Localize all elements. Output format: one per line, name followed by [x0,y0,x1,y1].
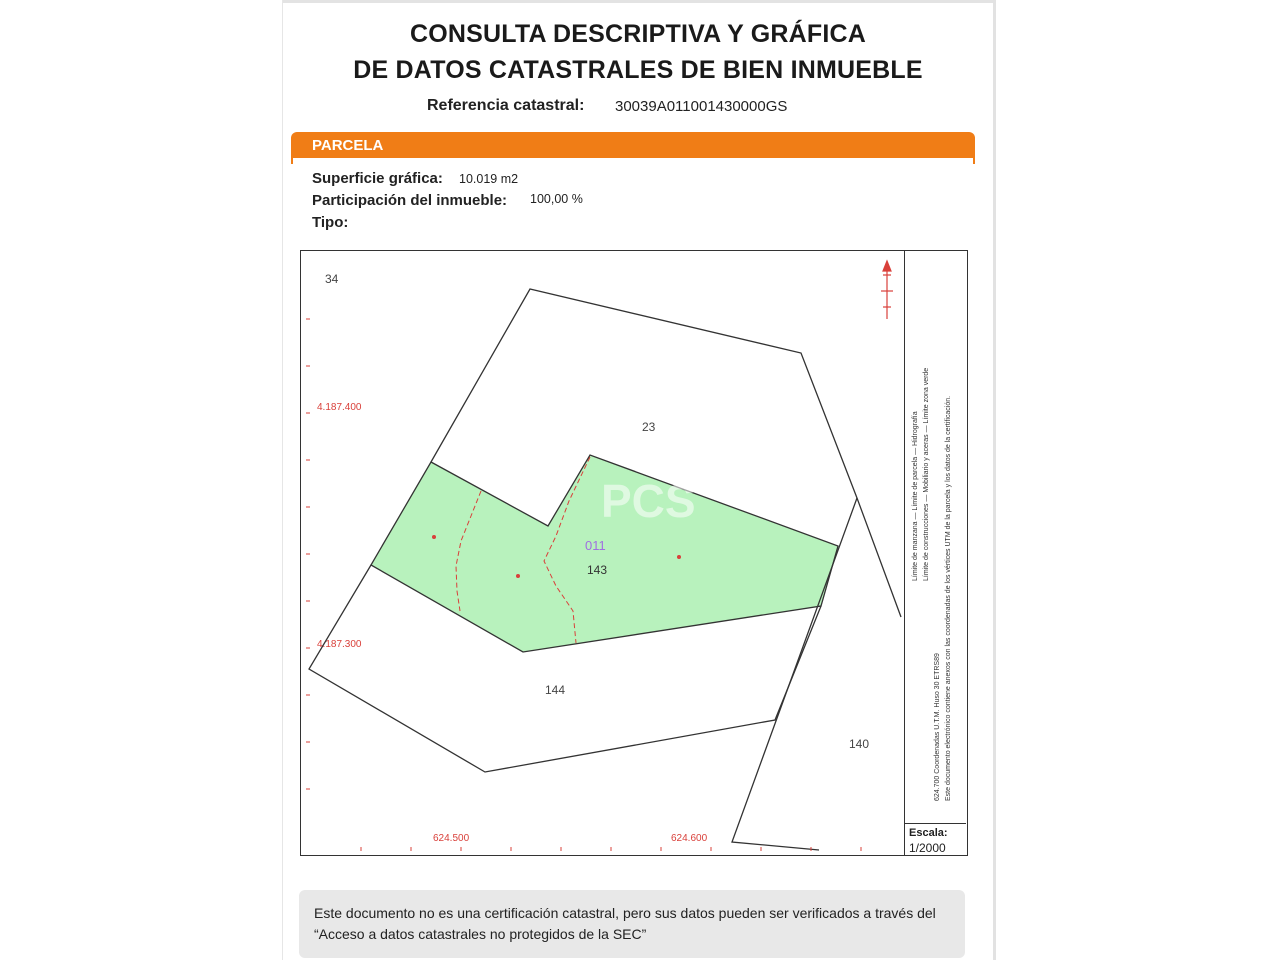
left-margin [0,0,282,960]
legend-column-1: Límite de manzana — Límite de parcela — Hidrografía [912,411,919,581]
participacion-label: Participación del inmueble: [312,192,508,209]
parcela-section-title: PARCELA [312,137,384,154]
disclaimer-text: Este documento no es una certificación catastral, pero sus datos pueden ser verificados a través del “Acceso a datos catastrales no protegidos de la SEC” [314,905,936,942]
cadastral-map [300,250,968,856]
coord-x-right: 624.600 [671,833,708,844]
section-side-borders [291,158,975,164]
superficie-value: 10.019 m2 [459,172,519,186]
superficie-label: Superficie gráfica: [312,170,443,187]
page-top-border [283,0,993,3]
left-axis-ticks [306,319,310,789]
right-margin [996,0,1280,960]
parcel-label-34: 34 [325,272,339,286]
legend-divider [904,251,905,855]
legend-column-4: Este documento electrónico contiene anexos con las coordenadas de los vértices UTM de la parcela y los datos de la certificación. [945,395,952,801]
scale-value: 1/2000 [909,841,946,855]
document-page [282,0,996,960]
document-title-line1: CONSULTA DESCRIPTIVA Y GRÁFICA [409,20,867,48]
coord-y-lower: 4.187.300 [317,639,362,650]
document-title-line2: DE DATOS CATASTRALES DE BIEN INMUEBLE [353,56,923,84]
disclaimer-notice [299,890,965,958]
tipo-label: Tipo: [312,214,349,231]
point-marker [516,574,520,578]
parcela-section-header [291,132,975,158]
parcel-label-23: 23 [642,420,656,434]
watermark: PCS [601,475,696,527]
coord-x-left: 624.500 [433,833,470,844]
participacion-value: 100,00 % [530,192,583,206]
map-drawing [301,251,967,855]
point-marker [432,535,436,539]
parcel-label-143: 143 [587,563,608,577]
cadastral-reference-label: Referencia catastral: [427,97,585,114]
point-marker [677,555,681,559]
legend-column-3: 624.700 Coordenadas U.T.M. Huso 30 ETRS89 [934,653,941,801]
scale-label: Escala: [909,827,948,839]
coord-y-upper: 4.187.400 [317,402,362,413]
parcel-label-140: 140 [849,737,870,751]
subparcel-label-011: 011 [585,538,606,553]
parcel-label-144: 144 [545,683,566,697]
scale-box [904,823,966,856]
cadastral-reference-value: 30039A011001430000GS [615,98,788,115]
legend-column-2: Límite de construcciones — Mobiliario y aceras — Límite zona verde [923,367,930,581]
north-arrow-icon [881,261,893,319]
